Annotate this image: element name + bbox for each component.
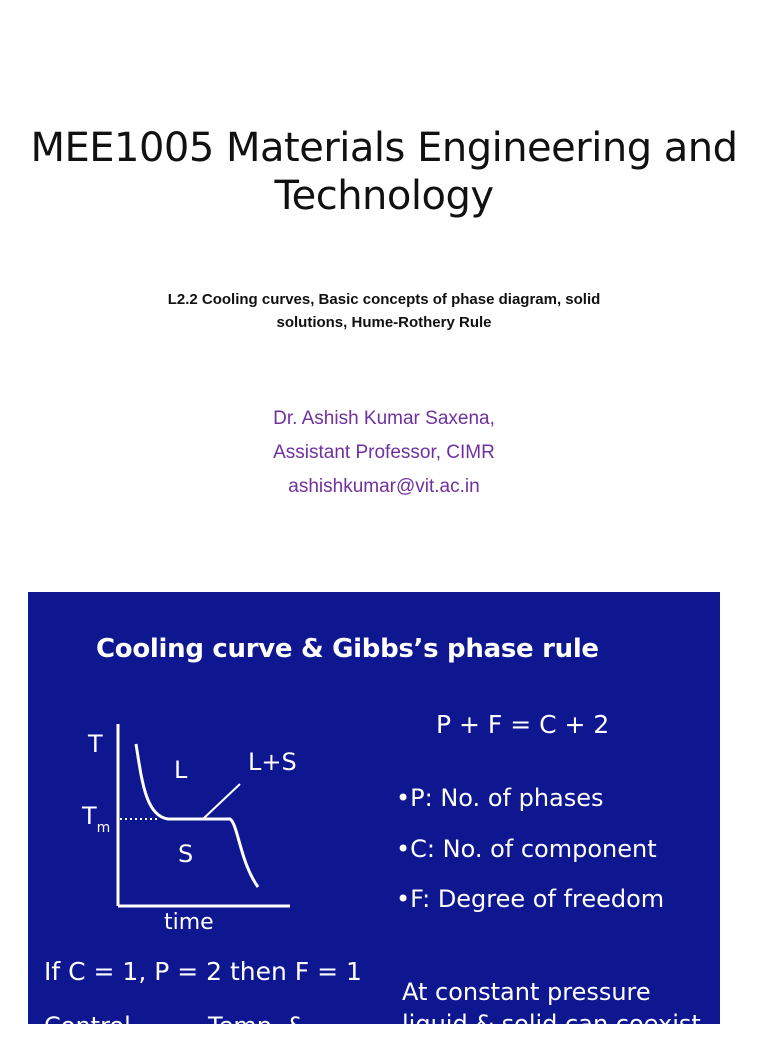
x-axis-label: time — [164, 910, 214, 935]
tm-label: $T_m$ — [82, 802, 111, 836]
author-block — [0, 402, 768, 504]
cooling-curve — [136, 744, 258, 887]
frame-title: Cooling curve & Gibbs’s phase rule — [96, 634, 599, 664]
note-line-1: At constant pressure — [402, 978, 651, 1006]
region-mix-label: L+S — [248, 748, 297, 776]
author-name: Dr. Ashish Kumar Saxena, — [273, 408, 495, 429]
note-line-2: liquid & solid can coexist — [402, 1010, 701, 1038]
bullet-phases: •P: No. of phases — [396, 784, 604, 812]
author-position: Assistant Professor, CIMR — [273, 442, 495, 463]
bullet-components: •C: No. of component — [396, 835, 657, 863]
lecture-subtitle: L2.2 Cooling curves, Basic concepts of phase diagram, solid solutions, Hume-Rothery Rule — [167, 291, 601, 331]
bottom-left-text: Control — [44, 1012, 131, 1040]
cooling-curve-graph — [68, 712, 308, 935]
region-liquid-label: L — [174, 756, 188, 784]
lecture-video-frame — [28, 592, 720, 1040]
gibbs-equation: P + F = C + 2 — [436, 710, 610, 739]
y-axis-label: T — [88, 730, 103, 758]
bullet-freedom: •F: Degree of freedom — [396, 885, 665, 913]
bottom-mid-text: Temp. & — [208, 1012, 306, 1040]
slide-title: MEE1005 Materials Engineering and Technology — [30, 125, 738, 219]
condition-text: If C = 1, P = 2 then F = 1 — [44, 957, 362, 986]
author-email: ashishkumar@vit.ac.in — [288, 476, 480, 497]
mix-pointer-line — [204, 784, 240, 818]
region-solid-label: S — [178, 840, 194, 868]
